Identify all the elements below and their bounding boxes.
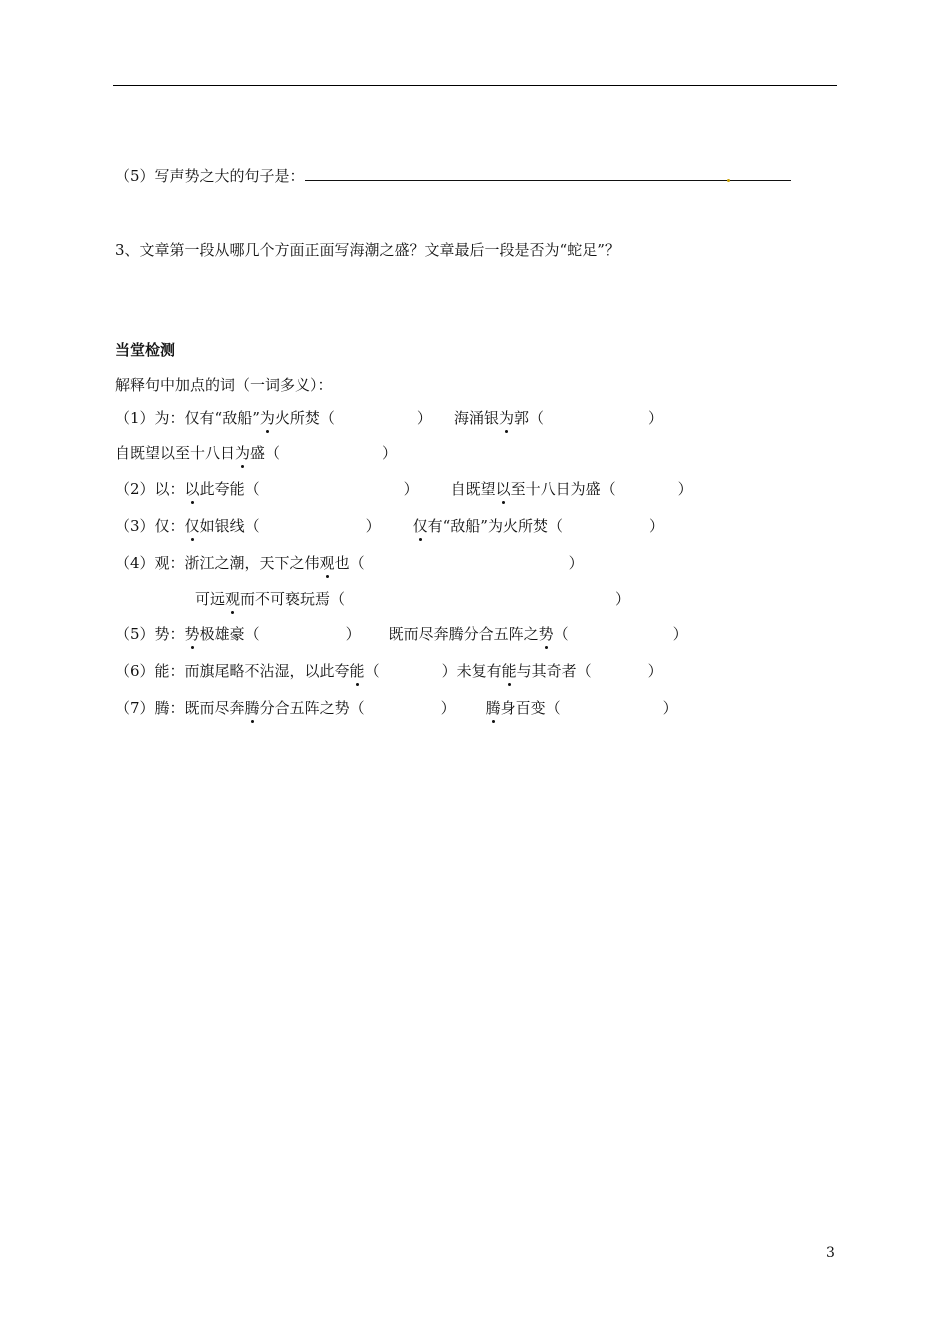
dotted-word: 仅 (184, 517, 200, 535)
item-text: ） (403, 480, 419, 498)
dotted-word: 观 (225, 590, 241, 608)
dotted-word: 观 (319, 554, 335, 572)
item-text: （1）为：仅有“敌船” (115, 409, 260, 427)
item-text: （ (364, 662, 380, 680)
item-text: 也（ (334, 554, 365, 572)
item-2 (115, 479, 693, 499)
item-text: ） (677, 480, 693, 498)
item-text: （2）以： (115, 480, 185, 498)
item-text: ） (647, 409, 663, 427)
dotted-word: 仅 (412, 517, 428, 535)
question-3: 3、文章第一段从哪几个方面正面写海潮之盛？文章最后一段是否为“蛇足”？ (115, 241, 620, 259)
dotted-word: 势 (184, 625, 200, 643)
item-text: （4）观：浙江之潮，天下之伟 (115, 554, 320, 572)
item-text: ） (647, 662, 663, 680)
item-text: 可远 (195, 590, 226, 608)
item-text: 此夸能（ (199, 480, 260, 498)
stray-dot-mark (727, 179, 730, 182)
item-text: 与其奇者（ (516, 662, 592, 680)
section-title: 当堂检测 (115, 341, 176, 359)
item-text: 自既望以至十八日 (115, 444, 236, 462)
dotted-word: 腾 (244, 699, 260, 717)
item-3 (115, 516, 664, 536)
item-text: （3）仅： (115, 517, 185, 535)
item-text: （6）能：而旗尾略不沾湿，以此夸 (115, 662, 350, 680)
item-text: 极雄豪（ (199, 625, 260, 643)
dotted-word: 腾 (485, 699, 501, 717)
item-text: ） (568, 554, 584, 572)
dotted-word: 为 (235, 444, 251, 462)
dotted-word: 以 (495, 480, 511, 498)
question-5-line (115, 166, 791, 186)
item-text: 至十八日为盛（ (510, 480, 616, 498)
dotted-word: 势 (538, 625, 554, 643)
item-text: 而不可亵玩焉（ (240, 590, 346, 608)
item-text: 盛（ (250, 444, 281, 462)
item-1 (115, 408, 663, 428)
item-5 (115, 624, 688, 644)
item-6 (115, 661, 663, 681)
item-text: 分合五阵之势（ (259, 699, 365, 717)
dotted-word: 能 (501, 662, 517, 680)
item-text: ） (662, 699, 678, 717)
section-instruction: 解释句中加点的词（一词多义）： (115, 376, 333, 394)
item-text: ） (416, 409, 432, 427)
item-text: 有“敌船”为火所焚（ (427, 517, 563, 535)
dotted-word: 能 (349, 662, 365, 680)
item-text: 郭（ (513, 409, 544, 427)
dotted-word: 为 (259, 409, 275, 427)
item-7 (115, 698, 678, 718)
question-5-label: （5）写声势之大的句子是： (115, 167, 305, 185)
page-number: 3 (826, 1245, 835, 1261)
item-text: ） (345, 625, 361, 643)
item-4 (115, 553, 584, 573)
item-text: ） (672, 625, 688, 643)
item-text: （ (553, 625, 569, 643)
item-text: ） (441, 662, 457, 680)
item-text: 未复有 (456, 662, 502, 680)
dotted-word: 为 (498, 409, 514, 427)
item-text: 自既望 (450, 480, 496, 498)
item-text: （5）势： (115, 625, 185, 643)
item-text: （7）腾：既而尽奔 (115, 699, 245, 717)
item-text: 火所焚（ (274, 409, 335, 427)
item-text: ） (440, 699, 456, 717)
item-text: ） (615, 590, 631, 608)
item-text: ） (382, 444, 398, 462)
item-text: 如银线（ (199, 517, 260, 535)
item-4b (195, 589, 630, 609)
item-text: 海涌银 (453, 409, 499, 427)
item-1b (115, 443, 397, 463)
item-text: 身百变（ (500, 699, 561, 717)
answer-blank[interactable] (305, 166, 791, 181)
item-text: ） (365, 517, 381, 535)
dotted-word: 以 (184, 480, 200, 498)
item-text: ） (648, 517, 664, 535)
header-rule (113, 85, 837, 86)
item-text: 既而尽奔腾分合五阵之 (388, 625, 539, 643)
